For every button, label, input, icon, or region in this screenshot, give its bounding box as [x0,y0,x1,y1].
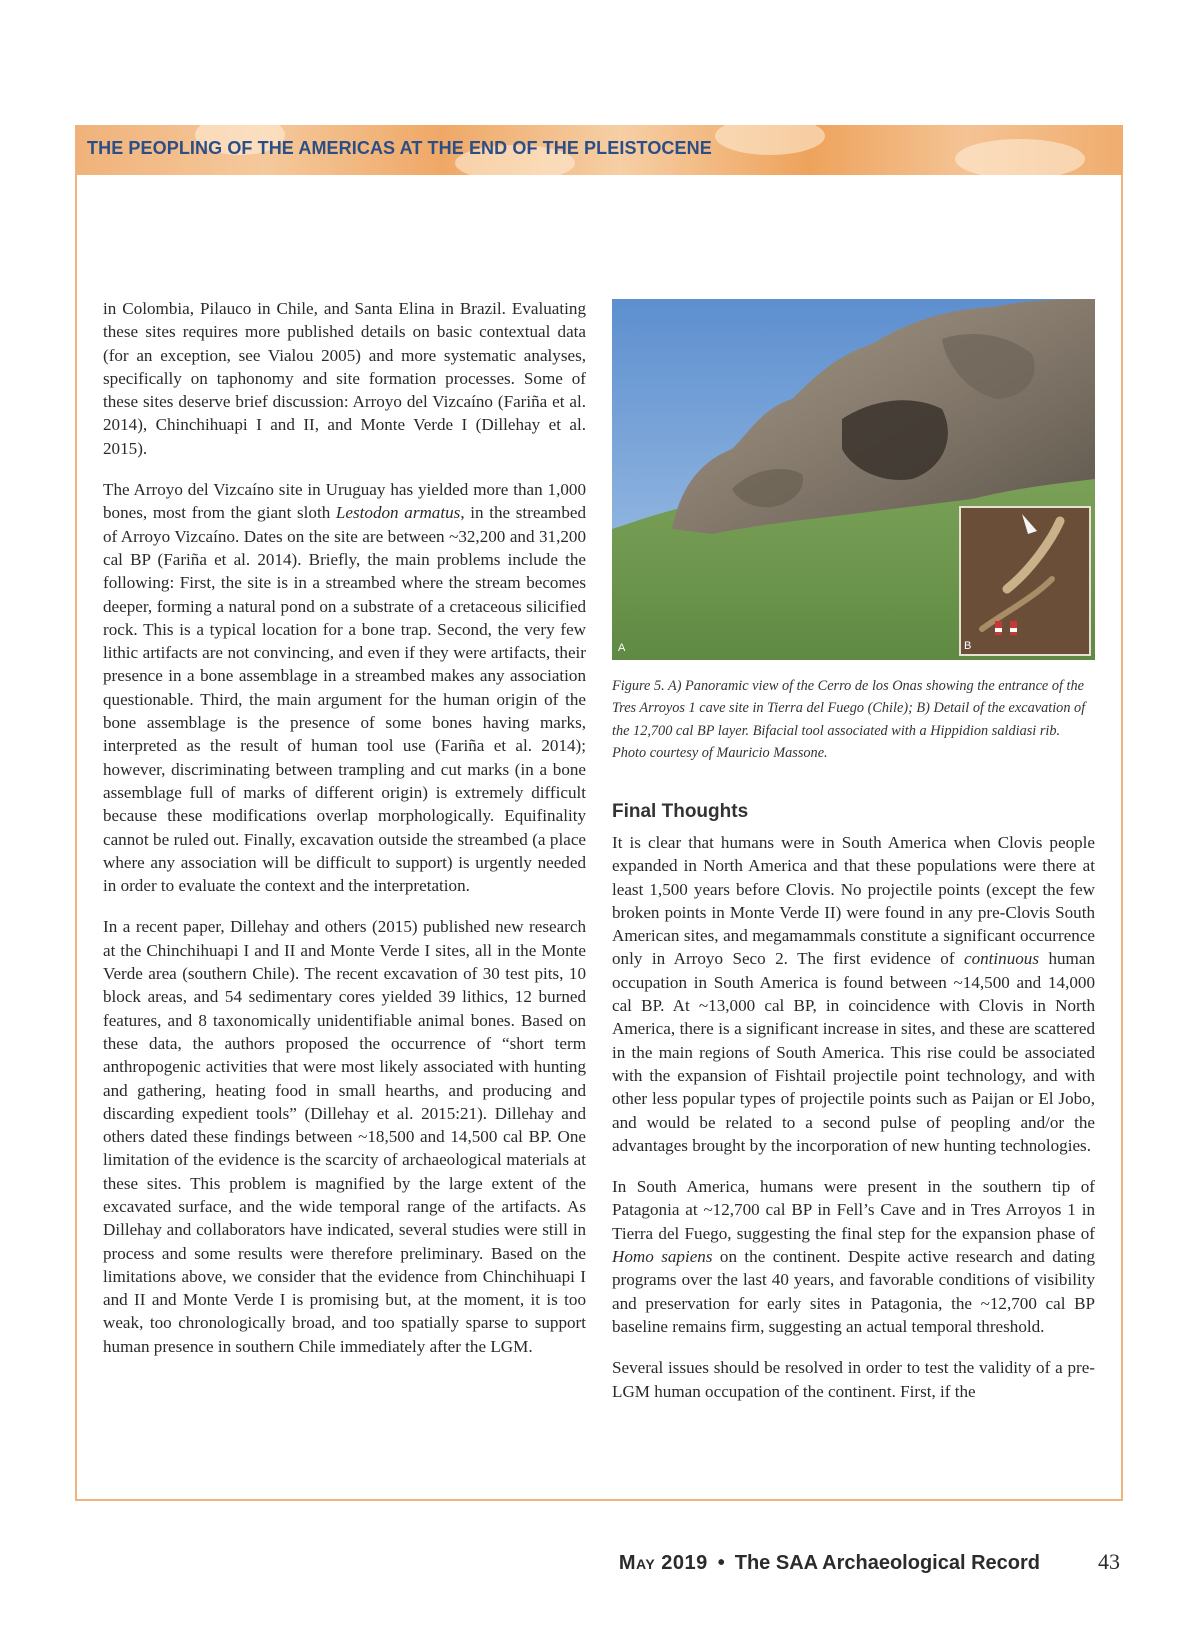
header-texture [955,139,1085,175]
journal-name: The SAA Archaeological Record [734,1552,1040,1574]
figure-photo [612,299,1095,660]
paragraph: It is clear that humans were in South America when Clovis people expanded in North America and that these populations were there at least 1,500 years before Clovis. No projectile points (except the few broken points in Monte Verde II) were found in any pre-Clovis South American sites, and megamammals constitute a significant occurrence only in Arroyo Seco 2. The first evidence of continuous human occupation in South America is found between ~14,500 and 14,000 cal BP. At ~13,000 cal BP, in coincidence with Clovis in North America, there is a significant increase in sites, and these are scattered in the main regions of South America. This rise could be associated with the expansion of Fishtail projectile point technology, and with other less popular types of projectile points such as Paijan or El Jobo, and would be related to a second pulse of peopling and/or the advantages brought by the incorporation of new hunting technologies. [612,833,1095,1155]
header-band [75,125,1123,175]
paragraph: In South America, humans were present in the southern tip of Patagonia at ~12,700 cal BP in Fell’s Cave and in Tres Arroyos 1 in Tierra del Fuego, suggesting the final step for the expansion phase of Homo sapiens on the continent. Despite active research and dating programs over the last 40 years, and favorable conditions of visibility and preservation for early sites in Patagonia, the ~12,700 cal BP baseline remains firm, suggesting an actual temporal threshold. [612,1177,1095,1336]
header-texture [715,125,825,155]
running-header-title: THE PEOPLING OF THE AMERICAS AT THE END OF THE PLEISTOCENE [87,138,712,158]
figure-label-b: B [964,640,972,652]
issue-date: May 2019 [618,1552,708,1574]
page-number: 43 [1098,1549,1120,1574]
paragraph: Several issues should be resolved in order to test the validity of a pre-LGM human occupation of the continent. First, if the [612,1358,1095,1401]
section-title: Final Thoughts [612,801,749,822]
footer-bullet: • [717,1552,725,1574]
figure-label-a: A [618,642,626,654]
figure-caption: Figure 5. A) Panoramic view of the Cerro de los Onas showing the entrance of the Tres Arroyos 1 cave site in Tierra del Fuego (Chile); B) Detail of the excavation of the 12,700 cal BP layer. Bifacial tool associated with a Hippidion saldiasi rib. Photo courtesy of Mauricio Massone. [612,678,1086,761]
left-column [103,297,586,1376]
paragraph: in Colombia, Pilauco in Chile, and Santa Elina in Brazil. Evaluating these sites requires more published details on basic contextual data (for an exception, see Vialou 2005) and more systematic analyses, specifically on taphonomy and site formation processes. Some of these sites deserve brief discussion: Arroyo del Vizcaíno (Fariña et al. 2014), Chinchihuapi I and II, and Monte Verde I (Dillehay et al. 2015). [103,299,586,458]
right-column [612,831,1095,1421]
paragraph: In a recent paper, Dillehay and others (2015) published new research at the Chinchihuapi I and II and Monte Verde I sites, all in the Monte Verde area (southern Chile). The recent excavation of 30 test pits, 10 block areas, and 54 sedimentary cores yielded 39 lithics, 12 burned features, and 8 taxonomically unidentifiable animal bones. Based on these data, the authors proposed the occurrence of “short term anthropogenic activities that were most likely associated with hunting and gathering, heating food in small hearths, and producing and discarding expedient tools” (Dillehay et al. 2015:21). Dillehay and others dated these findings between ~18,500 and 14,500 cal BP. One limitation of the evidence is the scarcity of archaeological materials at these sites. This problem is magnified by the large extent of the excavated surface, and the wide temporal range of the artifacts. As Dillehay and collaborators have indicated, several studies were still in process and some results were therefore preliminary. Based on the limitations above, we consider that the evidence from Chinchihuapi I and II and Monte Verde I is promising but, at the moment, it is too weak, too chronologically broad, and too spatially sparse to support human presence in southern Chile immediately after the LGM. [103,917,586,1356]
page-footer [619,1549,1120,1575]
cerro-de-los-onas-photo [612,299,1095,660]
paragraph: The Arroyo del Vizcaíno site in Uruguay has yielded more than 1,000 bones, most from the giant sloth Lestodon armatus, in the streambed of Arroyo Vizcaíno. Dates on the site are between ~32,200 and 31,200 cal BP (Fariña et al. 2014). Briefly, the main problems include the following: First, the site is in a streambed where the stream becomes deeper, forming a natural pond on a substrate of a cretaceous silicified rock. This is a typical location for a bone trap. Second, the very few lithic artifacts are not convincing, and even if they were artifacts, their presence in a bone assemblage in a streambed makes any association questionable. Third, the main argument for the human origin of the bone assemblage is the presence of some bones having marks, interpreted as the result of human tool use (Fariña et al. 2014); however, discriminating between trampling and cut marks (in a bone assemblage full of marks of different origin) is extremely difficult because these modifications overlap morphologically. Equifinality cannot be ruled out. Finally, excavation outside the streambed (a place where any association will be difficult to support) is urgently needed in order to evaluate the context and the interpretation. [103,480,586,896]
